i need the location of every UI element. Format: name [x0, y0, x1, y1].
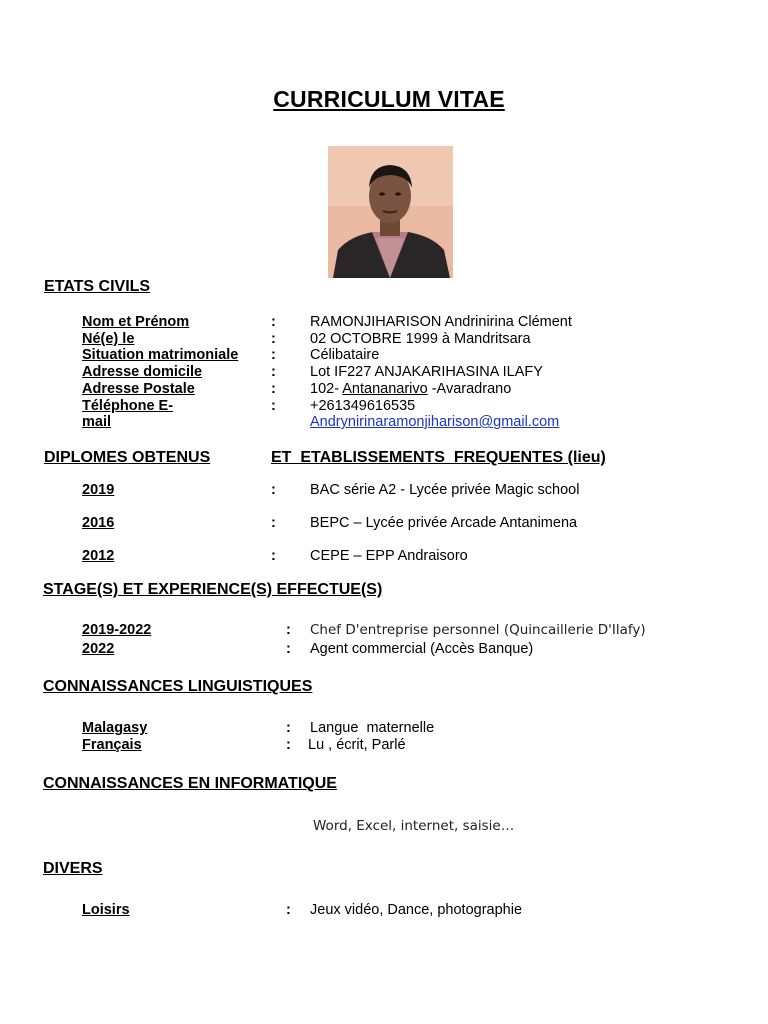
value-diplome-2016: BEPC – Lycée privée Arcade Antanimena [310, 515, 578, 531]
value-loisirs: Jeux vidéo, Dance, photographie [310, 902, 523, 918]
colon: : [271, 381, 276, 397]
colon: : [286, 737, 291, 753]
value-nom: RAMONJIHARISON Andrinirina Clément [310, 314, 572, 330]
value-situation: Célibataire [310, 347, 380, 363]
label-situation: Situation matrimoniale [82, 347, 239, 363]
portrait-icon [328, 146, 453, 278]
value-experience-2: Agent commercial (Accès Banque) [310, 641, 534, 657]
portrait-photo [328, 146, 453, 278]
value-francais: Lu , écrit, Parlé [308, 737, 406, 753]
value-telephone: +261349616535 [310, 398, 416, 414]
label-email: mail [82, 414, 112, 430]
colon: : [271, 398, 276, 414]
section-heading-etats-civils: ETATS CIVILS [44, 278, 151, 295]
email-link[interactable]: Andrynirinaramonjiharison@gmail.com [310, 414, 560, 430]
label-period-2019-2022: 2019-2022 [82, 622, 152, 638]
value-informatique: Word, Excel, internet, saisie… [313, 818, 515, 834]
label-adresse-postale: Adresse Postale [82, 381, 195, 397]
label-adresse-domicile: Adresse domicile [82, 364, 203, 380]
label-francais: Français [82, 737, 142, 753]
value-adresse-domicile: Lot IF227 ANJAKARIHASINA ILAFY [310, 364, 543, 380]
value-adresse-postale: 102- Antananarivo -Avaradrano [310, 381, 512, 397]
label-year-2016: 2016 [82, 515, 115, 531]
value-experience-1: Chef D'entreprise personnel (Quincaillerie D'Ilafy) [310, 622, 646, 638]
value-naissance: 02 OCTOBRE 1999 à Mandritsara [310, 331, 531, 347]
colon: : [286, 720, 291, 736]
colon: : [271, 314, 276, 330]
label-naissance: Né(e) le [82, 331, 135, 347]
colon: : [271, 364, 276, 380]
colon: : [286, 622, 291, 638]
section-heading-informatique: CONNAISSANCES EN INFORMATIQUE [43, 775, 337, 792]
section-heading-stages: STAGE(S) ET EXPERIENCE(S) EFFECTUE(S) [43, 581, 383, 598]
section-heading-diplomes: DIPLOMES OBTENUS [44, 449, 211, 466]
section-heading-etablissements: ET ETABLISSEMENTS FREQUENTES (lieu) [271, 449, 606, 466]
section-heading-langues: CONNAISSANCES LINGUISTIQUES [43, 678, 313, 695]
value-malagasy: Langue maternelle [310, 720, 435, 736]
colon: : [271, 515, 276, 531]
colon: : [271, 347, 276, 363]
colon: : [286, 902, 291, 918]
label-telephone: Téléphone E- [82, 398, 174, 414]
label-period-2022: 2022 [82, 641, 115, 657]
colon: : [286, 641, 291, 657]
label-loisirs: Loisirs [82, 902, 130, 918]
label-malagasy: Malagasy [82, 720, 148, 736]
section-heading-divers: DIVERS [43, 860, 103, 877]
label-year-2019: 2019 [82, 482, 115, 498]
colon: : [271, 482, 276, 498]
colon: : [271, 548, 276, 564]
label-year-2012: 2012 [82, 548, 115, 564]
colon: : [271, 331, 276, 347]
value-diplome-2019: BAC série A2 - Lycée privée Magic school [310, 482, 580, 498]
document-title: CURRICULUM VITAE [273, 86, 505, 112]
label-nom: Nom et Prénom [82, 314, 190, 330]
value-diplome-2012: CEPE – EPP Andraisoro [310, 548, 468, 564]
